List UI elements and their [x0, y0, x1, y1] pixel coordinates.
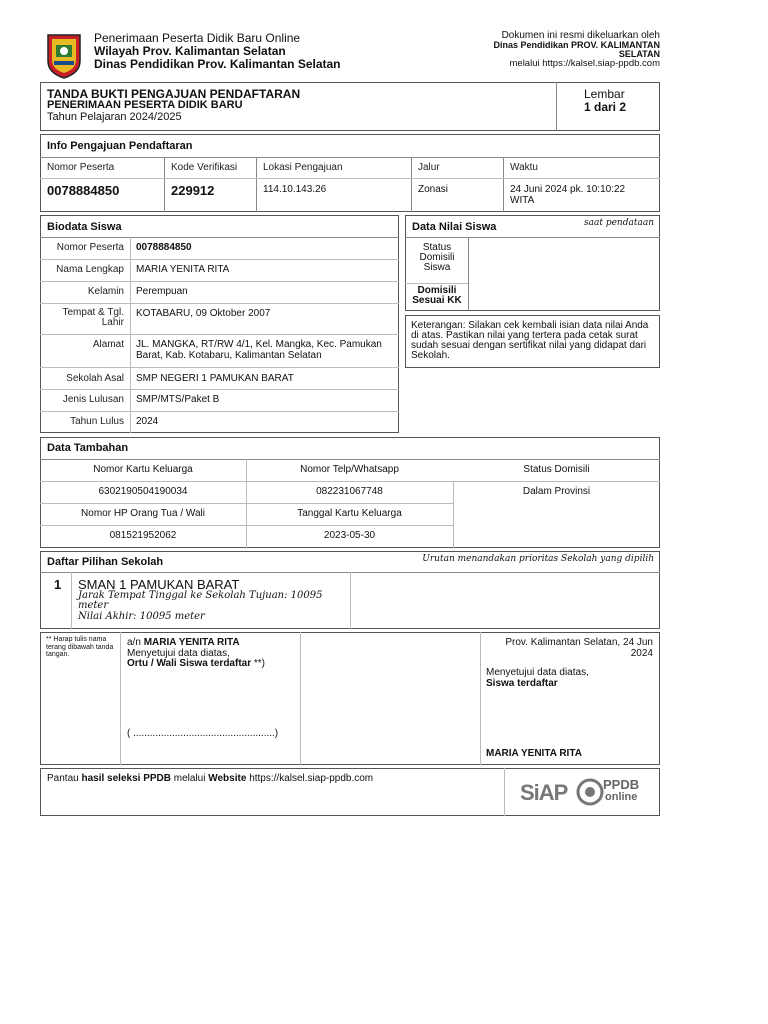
- header-right3: SELATAN: [618, 49, 660, 59]
- header-line2: Wilayah Prov. Kalimantan Selatan: [94, 44, 286, 58]
- bio-label-ttl: Tempat & Tgl. Lahir: [62, 307, 124, 328]
- tgl-kk-value: 2023-05-30: [323, 530, 376, 541]
- biodata-heading: Biodata Siswa: [47, 221, 122, 233]
- nilai-domisili-label: Domisili Sesuai KK: [412, 285, 462, 306]
- title-main: TANDA BUKTI PENGAJUAN PENDAFTARAN: [47, 87, 301, 101]
- pilihan-nilai: Nilai Akhir: 10095 meter: [78, 611, 205, 622]
- bio-value-alamat: JL. MANGKA, RT/RW 4/1, Kel. Mangka, Kec. Pamukan Barat, Kab. Kotabaru, Kalimantan Selatan: [136, 339, 382, 361]
- header-line3: Dinas Pendidikan Prov. Kalimantan Selatan: [94, 57, 341, 71]
- bio-value-tahun: 2024: [136, 416, 159, 427]
- info-value-lokasi: 114.10.143.26: [263, 184, 327, 195]
- info-label-nomor: Nomor Peserta: [47, 162, 115, 173]
- signature-place-date: Prov. Kalimantan Selatan, 24 Jun 2024: [505, 637, 653, 659]
- status-domisili-label: Status Domisili: [523, 464, 590, 475]
- signature-ortu: [127, 658, 265, 669]
- info-value-nomor: 0078884850: [47, 183, 120, 198]
- nilai-note: saat pendataan: [584, 218, 654, 228]
- sheet-value: 1 dari 2: [584, 100, 627, 114]
- bio-label-tahun: Tahun Lulus: [70, 416, 124, 427]
- bio-label-alamat: Alamat: [92, 339, 124, 350]
- bio-label-kelamin: Kelamin: [87, 286, 124, 297]
- tgl-kk-label: Tanggal Kartu Keluarga: [297, 508, 402, 519]
- info-label-waktu: Waktu: [510, 162, 538, 173]
- telp-label: Nomor Telp/Whatsapp: [300, 464, 399, 475]
- bio-value-nama: MARIA YENITA RITA: [136, 264, 230, 275]
- footer-website: Website: [208, 773, 247, 784]
- hp-label: Nomor HP Orang Tua / Wali: [81, 508, 205, 519]
- hp-value: 081521952062: [109, 530, 177, 541]
- info-label-kode: Kode Verifikasi: [171, 162, 238, 173]
- pilihan-heading: Daftar Pilihan Sekolah: [47, 556, 164, 568]
- header-right1: Dokumen ini resmi dikeluarkan oleh: [501, 30, 660, 41]
- pilihan-note: Urutan menandakan prioritas Sekolah yang dipilih: [422, 554, 654, 564]
- siap-logo: [520, 780, 567, 806]
- footer-hasil: hasil seleksi PPDB: [81, 773, 171, 784]
- header-right4: melalui https://kalsel.siap-ppdb.com: [509, 58, 660, 69]
- bio-value-lulusan: SMP/MTS/Paket B: [136, 394, 220, 405]
- telp-value: 082231067748: [316, 486, 383, 497]
- sheet-label: Lembar: [584, 87, 625, 101]
- bio-label-nomor: Nomor Peserta: [56, 242, 124, 253]
- signature-dots: ( ...................................................): [127, 728, 279, 739]
- header-line1: Penerimaan Peserta Didik Baru Online: [94, 31, 301, 45]
- pilihan-school: SMAN 1 PAMUKAN BARAT: [78, 577, 240, 592]
- siap-logo-text: SiAP: [520, 780, 568, 805]
- nilai-heading: Data Nilai Siswa: [412, 221, 497, 233]
- kk-label: Nomor Kartu Keluarga: [93, 464, 193, 475]
- signature-note: ** Harap tulis nama terang dibawah tanda tangan.: [46, 636, 114, 658]
- header-right2: Dinas Pendidikan PROV. KALIMANTAN: [493, 40, 660, 50]
- an-prefix: a/n: [127, 637, 141, 648]
- ortu-label: Ortu / Wali Siswa terdaftar: [127, 658, 252, 669]
- ppdb-text: PPDB: [603, 777, 640, 792]
- tambahan-heading: Data Tambahan: [47, 442, 129, 454]
- signature-agree: Menyetujui data diatas,: [127, 648, 230, 659]
- footer-text: [47, 773, 373, 784]
- bio-label-sekolah: Sekolah Asal: [66, 373, 124, 384]
- bio-label-nama: Nama Lengkap: [56, 264, 124, 275]
- bio-value-nomor: 0078884850: [136, 242, 192, 253]
- info-value-kode: 229912: [171, 183, 215, 198]
- nilai-keterangan: Keterangan: Silakan cek kembali isian data nilai Anda di atas. Pastikan nilai yang tertera pada cetak surat sudah sesuai dengan sertifikat nilai yang didapat dari Sekolah.: [411, 320, 649, 361]
- bio-value-kelamin: Perempuan: [136, 286, 188, 297]
- status-domisili-value: Dalam Provinsi: [522, 486, 591, 497]
- title-sub: PENERIMAAN PESERTA DIDIK BARU: [47, 99, 243, 111]
- info-heading: Info Pengajuan Pendaftaran: [47, 140, 193, 152]
- ppdb-logo: [576, 777, 648, 807]
- pilihan-number: 1: [54, 577, 62, 592]
- ppdb-online: online: [605, 791, 638, 803]
- info-label-lokasi: Lokasi Pengajuan: [263, 162, 343, 173]
- signature-an: [127, 637, 240, 648]
- title-year: Tahun Pelajaran 2024/2025: [47, 111, 182, 123]
- footer-pantau: Pantau: [47, 773, 79, 784]
- emblem-logo: [46, 33, 82, 79]
- signature-siswa: Siswa terdaftar: [486, 678, 558, 689]
- signature-agree2: Menyetujui data diatas,: [486, 667, 589, 678]
- info-label-jalur: Jalur: [418, 162, 440, 173]
- pilihan-jarak: Jarak Tempat Tinggal ke Sekolah Tujuan: 10095 meter: [78, 590, 323, 611]
- info-value-waktu: 24 Juni 2024 pk. 10:10:22 WITA: [510, 184, 626, 206]
- footer-melalui: melalui: [173, 773, 206, 784]
- kk-value: 6302190504190034: [98, 486, 188, 497]
- bio-label-lulusan: Jenis Lulusan: [62, 394, 124, 405]
- ortu-suffix: **): [251, 658, 266, 669]
- bio-value-sekolah: SMP NEGERI 1 PAMUKAN BARAT: [136, 373, 294, 384]
- signature-name: MARIA YENITA RITA: [486, 748, 582, 759]
- nilai-status-label: Status Domisili Siswa: [419, 242, 455, 273]
- info-value-jalur: Zonasi: [418, 184, 449, 195]
- bio-value-ttl: KOTABARU, 09 Oktober 2007: [136, 308, 271, 319]
- an-name: MARIA YENITA RITA: [143, 637, 240, 648]
- footer-url: https://kalsel.siap-ppdb.com: [249, 773, 374, 784]
